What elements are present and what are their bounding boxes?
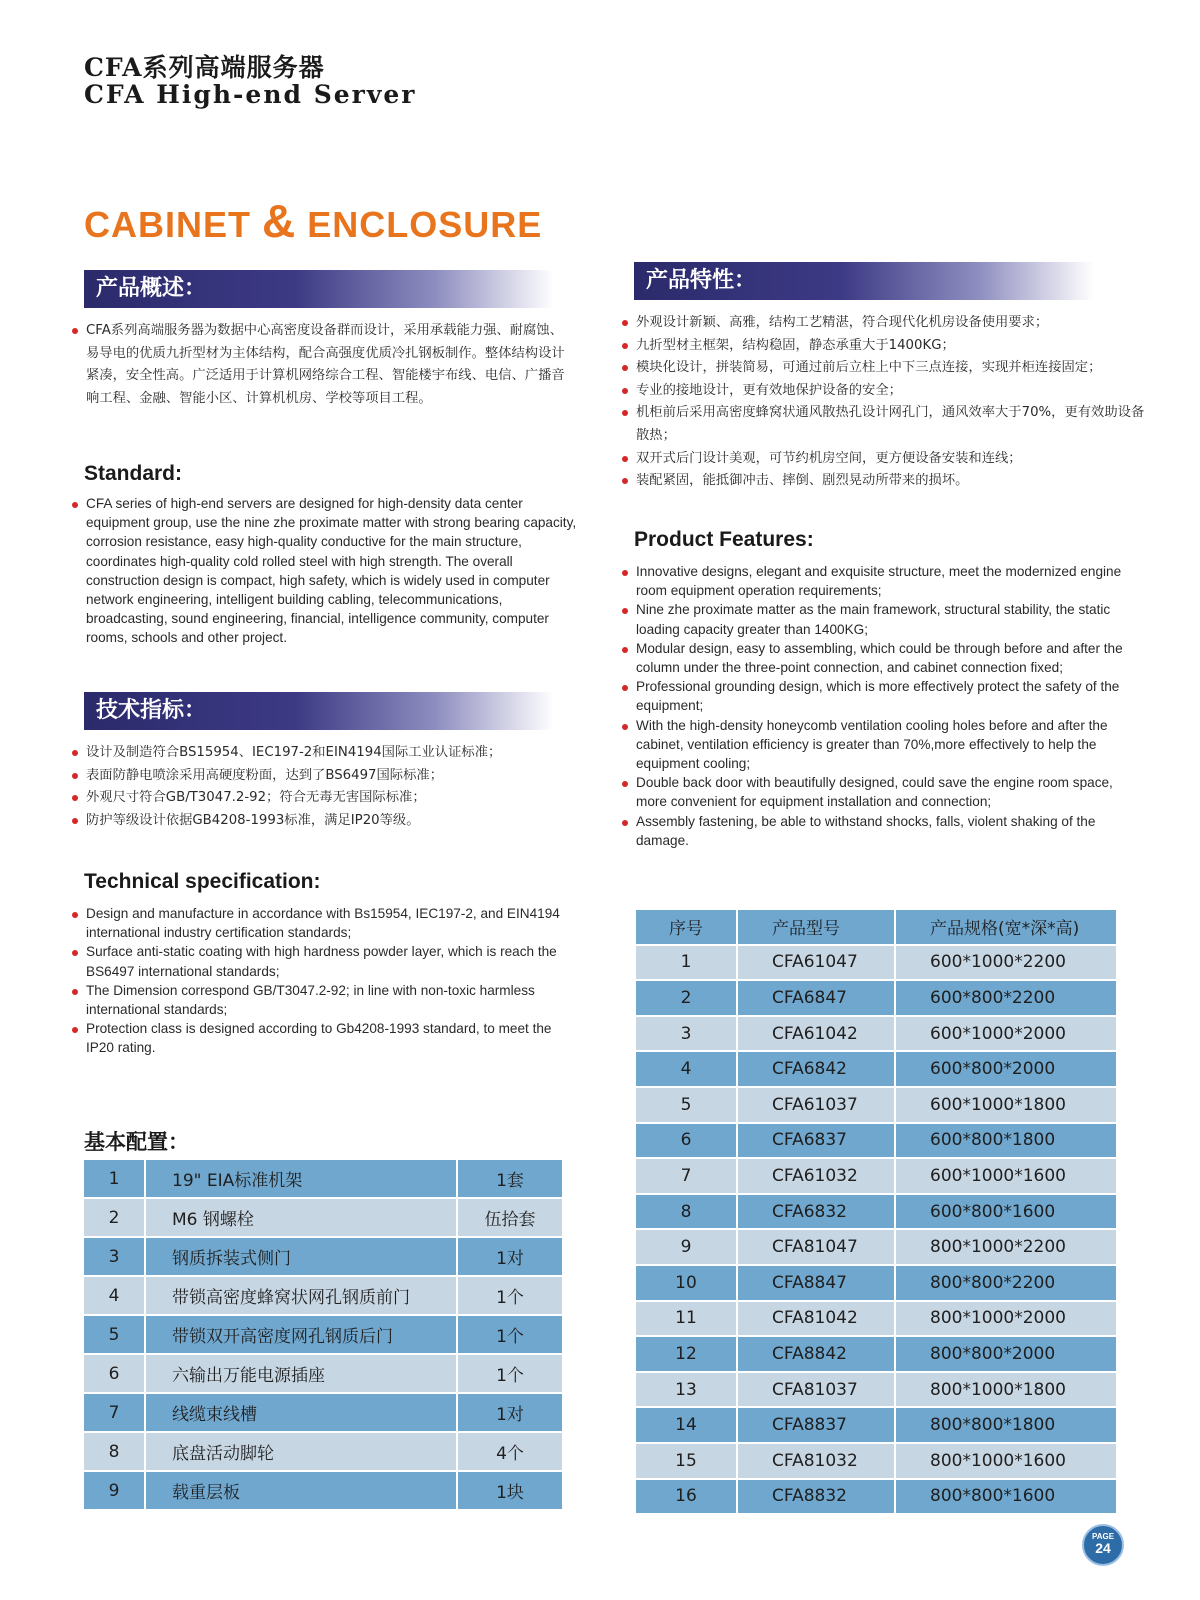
tech-list-en	[72, 904, 562, 1058]
config-row	[84, 1472, 562, 1509]
feature-item-en: Innovative designs, elegant and exquisite structure, meet the modernized engine room equipment operation requirements;	[622, 562, 1142, 600]
features-list-en	[622, 562, 1142, 850]
spec-no: 3	[636, 1017, 736, 1051]
config-item: 带锁双开高密度网孔钢质后门	[146, 1316, 456, 1353]
config-row	[84, 1160, 562, 1197]
spec-no: 9	[636, 1230, 736, 1264]
spec-size: 800*1000*2000	[896, 1302, 1116, 1336]
config-item: 线缆束线槽	[146, 1394, 456, 1431]
config-item: 六输出万能电源插座	[146, 1355, 456, 1392]
tech-item-en: Surface anti-static coating with high hardness powder layer, which is reach the BS6497 international standards;	[72, 942, 562, 980]
spec-no: 6	[636, 1124, 736, 1158]
feature-item-en: Assembly fastening, be able to withstand shocks, falls, violent shaking of the damage.	[622, 812, 1142, 850]
brand-right: ENCLOSURE	[307, 204, 543, 245]
config-row	[84, 1238, 562, 1275]
spec-row	[636, 1444, 1116, 1478]
config-qty: 4个	[458, 1433, 562, 1470]
standard-heading: Standard:	[84, 462, 183, 485]
overview-text-cn: CFA系列高端服务器为数据中心高密度设备群而设计，采用承载能力强、耐腐蚀、易导电的优质九折型材为主体结构，配合高强度优质冷扎钢板制作。整体结构设计紧凑，安全性高。广泛适用于计算机网络综合工程、智能楼宇布线、电信、广播音响工程、金融、智能小区、计算机机房、学校等项目工程。	[72, 320, 572, 410]
spec-header-model: 产品型号	[738, 910, 894, 944]
spec-size: 800*800*1800	[896, 1408, 1116, 1442]
config-qty: 1个	[458, 1355, 562, 1392]
spec-model: CFA8832	[738, 1480, 894, 1514]
features-list-cn	[622, 312, 1152, 493]
config-row	[84, 1316, 562, 1353]
spec-row	[636, 1052, 1116, 1086]
spec-model: CFA61032	[738, 1159, 894, 1193]
spec-size: 600*800*2000	[896, 1052, 1116, 1086]
spec-size: 600*1000*2200	[896, 946, 1116, 980]
page-number: 24	[1095, 1540, 1111, 1556]
spec-row	[636, 1480, 1116, 1514]
feature-item-en: With the high-density honeycomb ventilation cooling holes before and after the cabinet, ventilation efficiency is greater than 70%,more effectively to help the equipment cooling;	[622, 716, 1142, 774]
tech-heading: 技术指标：	[84, 692, 554, 730]
tech-spec-heading: Technical specification:	[84, 870, 321, 893]
spec-model: CFA8837	[738, 1408, 894, 1442]
feature-item-cn: 双开式后门设计美观，可节约机房空间，更方便设备安装和连线；	[622, 448, 1152, 471]
config-item: M6 钢螺栓	[146, 1199, 456, 1236]
spec-size: 800*800*1600	[896, 1480, 1116, 1514]
config-qty: 1块	[458, 1472, 562, 1509]
spec-no: 15	[636, 1444, 736, 1478]
feature-item-en: Double back door with beautifully designed, could save the engine room space, more convenient for equipment installation and connection;	[622, 773, 1142, 811]
config-no: 3	[84, 1238, 144, 1275]
spec-header-no: 序号	[636, 910, 736, 944]
tech-item-cn: 外观尺寸符合GB/T3047.2-92；符合无毒无害国际标准；	[72, 787, 572, 810]
config-qty: 1对	[458, 1394, 562, 1431]
spec-model: CFA61042	[738, 1017, 894, 1051]
spec-row	[636, 1373, 1116, 1407]
spec-table-header	[636, 910, 1116, 944]
spec-row	[636, 1017, 1116, 1051]
tech-list-cn	[72, 742, 572, 832]
config-row	[84, 1433, 562, 1470]
page-label: PAGE	[1091, 1532, 1115, 1541]
tech-item-cn: 表面防静电喷涂采用高硬度粉面，达到了BS6497国际标准；	[72, 765, 572, 788]
config-qty: 伍拾套	[458, 1199, 562, 1236]
spec-table	[634, 908, 1118, 1515]
spec-header-size: 产品规格(宽*深*高)	[896, 910, 1116, 944]
spec-no: 1	[636, 946, 736, 980]
spec-size: 600*800*1600	[896, 1195, 1116, 1229]
standard-list	[72, 494, 577, 648]
spec-no: 16	[636, 1480, 736, 1514]
config-row	[84, 1277, 562, 1314]
spec-model: CFA81042	[738, 1302, 894, 1336]
spec-model: CFA6837	[738, 1124, 894, 1158]
spec-size: 600*800*1800	[896, 1124, 1116, 1158]
spec-model: CFA6847	[738, 981, 894, 1015]
feature-item-en: Modular design, easy to assembling, which could be through before and after the column under the three-point connection, and cabinet connection fixed;	[622, 639, 1142, 677]
spec-model: CFA81037	[738, 1373, 894, 1407]
feature-item-cn: 外观设计新颖、高雅，结构工艺精湛，符合现代化机房设备使用要求；	[622, 312, 1152, 335]
overview-heading: 产品概述：	[84, 270, 554, 308]
tech-item-en: The Dimension correspond GB/T3047.2-92; in line with non-toxic harmless international standards;	[72, 981, 562, 1019]
config-qty: 1对	[458, 1238, 562, 1275]
spec-size: 800*1000*1600	[896, 1444, 1116, 1478]
spec-no: 2	[636, 981, 736, 1015]
brand-ampersand: &	[262, 195, 297, 247]
spec-row	[636, 946, 1116, 980]
spec-model: CFA6842	[738, 1052, 894, 1086]
config-row	[84, 1394, 562, 1431]
config-no: 9	[84, 1472, 144, 1509]
feature-item-en: Nine zhe proximate matter as the main framework, structural stability, the static loading capacity greater than 1400KG;	[622, 600, 1142, 638]
tech-item-cn: 设计及制造符合BS15954、IEC197-2和EIN4194国际工业认证标准；	[72, 742, 572, 765]
config-heading: 基本配置：	[84, 1130, 189, 1154]
config-no: 5	[84, 1316, 144, 1353]
spec-model: CFA81032	[738, 1444, 894, 1478]
config-item: 底盘活动脚轮	[146, 1433, 456, 1470]
spec-model: CFA6832	[738, 1195, 894, 1229]
feature-item-cn: 机柜前后采用高密度蜂窝状通风散热孔设计网孔门，通风效率大于70%，更有效助设备散热；	[622, 402, 1152, 447]
config-no: 8	[84, 1433, 144, 1470]
spec-size: 600*1000*2000	[896, 1017, 1116, 1051]
feature-item-cn: 模块化设计，拼装简易，可通过前后立柱上中下三点连接，实现并柜连接固定；	[622, 357, 1152, 380]
config-table	[82, 1158, 564, 1511]
brand-heading	[84, 194, 542, 248]
spec-no: 14	[636, 1408, 736, 1442]
spec-size: 800*1000*1800	[896, 1373, 1116, 1407]
config-no: 2	[84, 1199, 144, 1236]
config-item: 钢质拆装式侧门	[146, 1238, 456, 1275]
brand-left: CABINET	[84, 204, 251, 245]
config-qty: 1个	[458, 1316, 562, 1353]
spec-model: CFA81047	[738, 1230, 894, 1264]
spec-size: 600*800*2200	[896, 981, 1116, 1015]
config-qty: 1套	[458, 1160, 562, 1197]
spec-size: 600*1000*1600	[896, 1159, 1116, 1193]
spec-row	[636, 1408, 1116, 1442]
spec-model: CFA61037	[738, 1088, 894, 1122]
overview-list	[72, 320, 572, 410]
config-item: 载重层板	[146, 1472, 456, 1509]
spec-no: 11	[636, 1302, 736, 1336]
standard-text-en: CFA series of high-end servers are designed for high-density data center equipment group, use the nine zhe proximate matter with strong bearing capacity, corrosion resistance, easy high-quality conductive for the main structure, coordinates high-quality cold rolled steel with high strength. The overall construction design is compact, high safety, which is widely used in computer network engineering, intelligent building cabling, telecommunications, broadcasting, sound engineering, financial, intelligence community, computer rooms, schools and other project.	[72, 494, 577, 648]
spec-size: 800*800*2000	[896, 1337, 1116, 1371]
feature-item-cn: 装配紧固，能抵御冲击、摔倒、剧烈晃动所带来的损坏。	[622, 470, 1152, 493]
spec-no: 7	[636, 1159, 736, 1193]
config-no: 6	[84, 1355, 144, 1392]
config-no: 4	[84, 1277, 144, 1314]
config-no: 1	[84, 1160, 144, 1197]
tech-item-cn: 防护等级设计依据GB4208-1993标准，满足IP20等级。	[72, 810, 572, 833]
spec-no: 4	[636, 1052, 736, 1086]
spec-size: 800*1000*2200	[896, 1230, 1116, 1264]
feature-item-cn: 专业的接地设计，更有效地保护设备的安全；	[622, 380, 1152, 403]
spec-row	[636, 1088, 1116, 1122]
feature-item-cn: 九折型材主框架，结构稳固，静态承重大于1400KG；	[622, 335, 1152, 358]
spec-model: CFA8847	[738, 1266, 894, 1300]
config-item: 带锁高密度蜂窝状网孔钢质前门	[146, 1277, 456, 1314]
spec-size: 800*800*2200	[896, 1266, 1116, 1300]
spec-size: 600*1000*1800	[896, 1088, 1116, 1122]
spec-row	[636, 981, 1116, 1015]
config-item: 19" EIA标准机架	[146, 1160, 456, 1197]
spec-model: CFA61047	[738, 946, 894, 980]
spec-no: 13	[636, 1373, 736, 1407]
spec-row	[636, 1124, 1116, 1158]
features-heading: 产品特性：	[634, 262, 1094, 300]
page-title-cn: CFA系列高端服务器	[84, 53, 325, 82]
spec-row	[636, 1195, 1116, 1229]
spec-row	[636, 1159, 1116, 1193]
spec-row	[636, 1302, 1116, 1336]
spec-row	[636, 1230, 1116, 1264]
spec-row	[636, 1266, 1116, 1300]
tech-item-en: Protection class is designed according to Gb4208-1993 standard, to meet the IP20 rating.	[72, 1019, 562, 1057]
spec-no: 10	[636, 1266, 736, 1300]
spec-no: 12	[636, 1337, 736, 1371]
config-row	[84, 1199, 562, 1236]
spec-row	[636, 1337, 1116, 1371]
config-qty: 1个	[458, 1277, 562, 1314]
product-features-heading: Product Features:	[634, 528, 814, 551]
page-number-badge	[1082, 1524, 1124, 1566]
spec-no: 8	[636, 1195, 736, 1229]
feature-item-en: Professional grounding design, which is more effectively protect the safety of the equipment;	[622, 677, 1142, 715]
page-title-en: CFA High-end Server	[84, 80, 417, 109]
spec-model: CFA8842	[738, 1337, 894, 1371]
config-row	[84, 1355, 562, 1392]
spec-no: 5	[636, 1088, 736, 1122]
config-no: 7	[84, 1394, 144, 1431]
tech-item-en: Design and manufacture in accordance with Bs15954, IEC197-2, and EIN4194 international industry certification standards;	[72, 904, 562, 942]
